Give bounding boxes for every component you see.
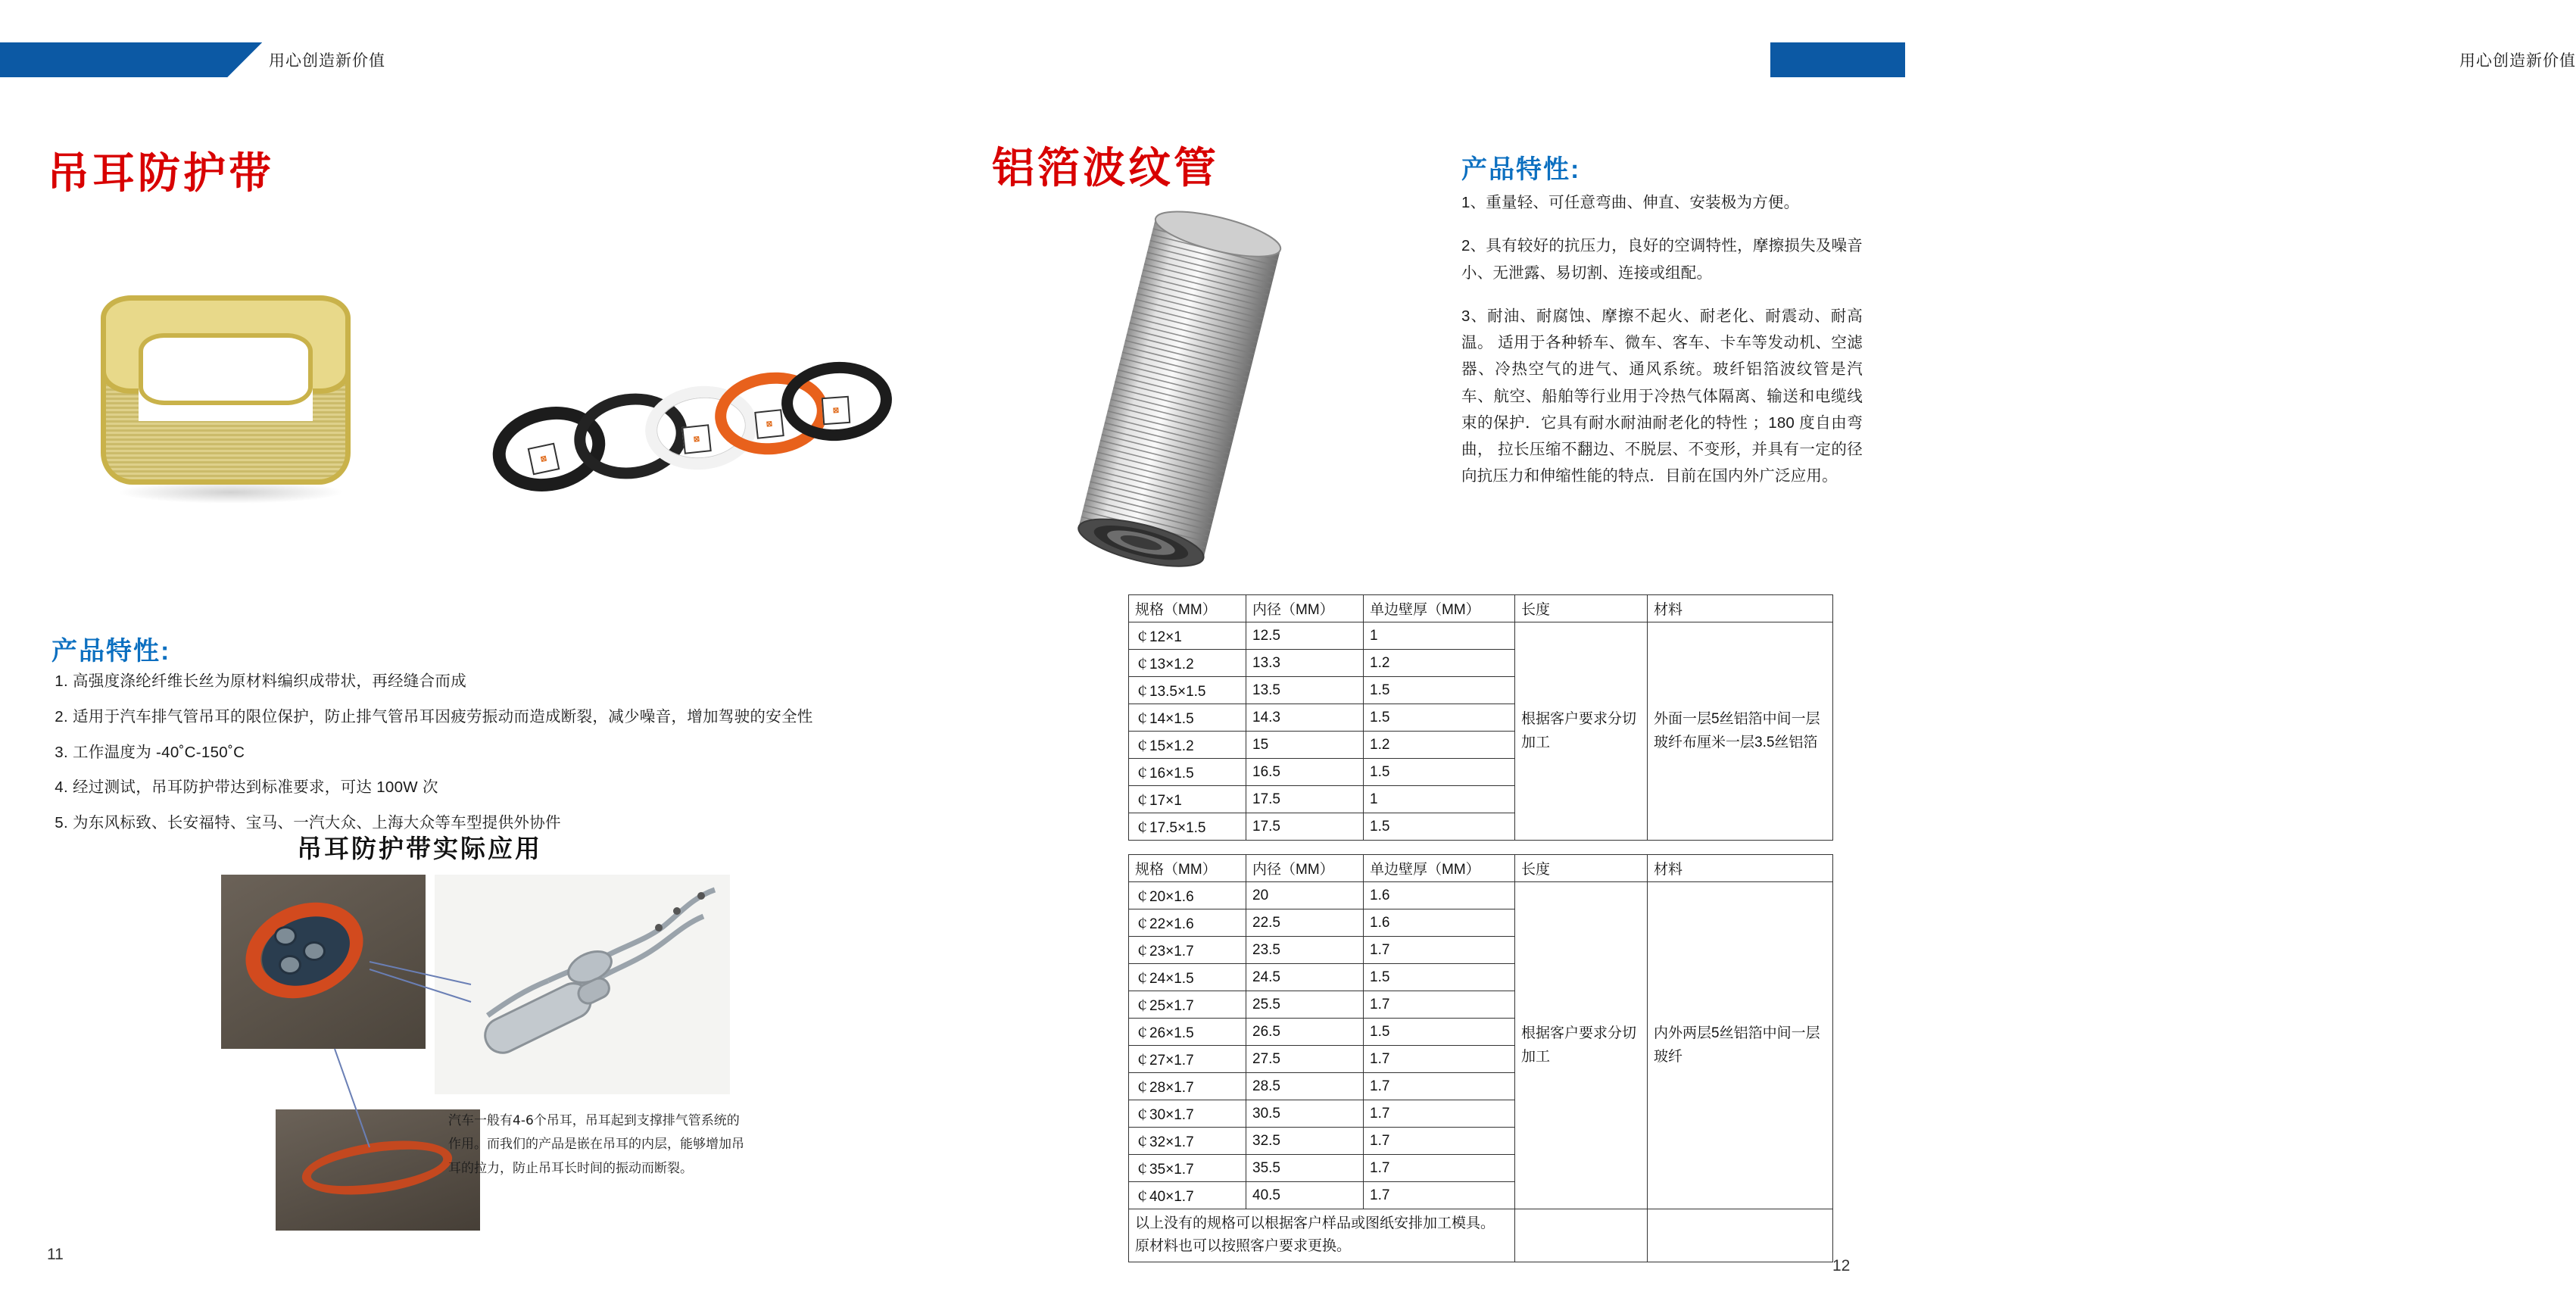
- cell-wall: 1.5: [1364, 677, 1515, 704]
- cell-spec: ￠16×1.5: [1129, 759, 1246, 786]
- cell-inner: 20: [1246, 882, 1364, 909]
- cell-inner: 17.5: [1246, 786, 1364, 813]
- cell-spec: ￠24×1.5: [1129, 964, 1246, 991]
- cell-spec: ￠23×1.7: [1129, 937, 1246, 964]
- right-page-title: 铝箔波纹管: [992, 144, 1219, 192]
- page-number-left: 11: [47, 1246, 64, 1263]
- cell-wall: 1.7: [1364, 1100, 1515, 1128]
- cell-wall: 1.5: [1364, 704, 1515, 732]
- cell-inner: 12.5: [1246, 622, 1364, 650]
- cell-material-note: 外面一层5丝铝箔中间一层玻纤布厘米一层3.5丝铝箔: [1648, 622, 1833, 841]
- header-left-bar: [0, 42, 227, 77]
- band-inner-ring: [139, 333, 313, 405]
- list-item: 5. 为东风标致、长安福特、宝马、一汽大众、上海大众等车型提供外协件: [73, 811, 918, 835]
- cell-inner: 25.5: [1246, 991, 1364, 1019]
- spec-table-1: [1128, 594, 1833, 841]
- table-row: [1129, 622, 1833, 650]
- list-item: 1. 高强度涤纶纤维长丝为原材料编织成带状，再经缝合而成: [73, 669, 918, 694]
- cell-inner: 17.5: [1246, 813, 1364, 841]
- cell-inner: 32.5: [1246, 1128, 1364, 1155]
- cell-wall: 1.5: [1364, 813, 1515, 841]
- th-material: 材料: [1648, 855, 1833, 882]
- cell-wall: 1.7: [1364, 1155, 1515, 1182]
- table-header-row: [1129, 855, 1833, 882]
- cell-spec: ￠13×1.2: [1129, 650, 1246, 677]
- right-feature-2: 2、具有较好的抗压力，良好的空调特性，摩擦损失及噪音小、无泄露、易切割、连接或组配。: [1461, 237, 1863, 282]
- header-right: [953, 42, 2576, 77]
- cell-inner: 22.5: [1246, 909, 1364, 937]
- cell-inner: 16.5: [1246, 759, 1364, 786]
- right-feature-1: 1、重量轻、可任意弯曲、伸直、安装极为方便。: [1461, 194, 1800, 211]
- cell-inner: 15: [1246, 732, 1364, 759]
- list-item: 4. 经过测试，吊耳防护带达到标准要求，可达 100W 次: [73, 775, 918, 800]
- strap-tag-1: ⊠: [528, 443, 560, 476]
- footer-blank-2: [1648, 1209, 1833, 1262]
- application-section: [221, 829, 781, 1231]
- header-left: [0, 42, 953, 77]
- header-right-label: 用心创造新价值: [2459, 52, 2576, 70]
- cell-spec: ￠17.5×1.5: [1129, 813, 1246, 841]
- cell-wall: 1.7: [1364, 937, 1515, 964]
- cell-wall: 1.5: [1364, 964, 1515, 991]
- hanger-hole-2: [303, 941, 326, 961]
- cell-inner: 24.5: [1246, 964, 1364, 991]
- application-title: 吊耳防护带实际应用: [297, 835, 542, 863]
- th-wall: 单边壁厚（MM）: [1364, 855, 1515, 882]
- cell-wall: 1.7: [1364, 991, 1515, 1019]
- hanger-hole-1: [274, 926, 297, 946]
- cell-inner: 35.5: [1246, 1155, 1364, 1182]
- table-header-row: [1129, 595, 1833, 622]
- left-features-title: 产品特性:: [51, 637, 171, 666]
- cell-inner: 27.5: [1246, 1046, 1364, 1073]
- cell-inner: 23.5: [1246, 937, 1364, 964]
- left-page-title: 吊耳防护带: [47, 149, 274, 197]
- hanger-hole-3: [279, 955, 301, 975]
- right-feature-3: 3、耐油、耐腐蚀、摩擦不起火、耐老化、耐震动、耐高温。 适用于各种轿车、微车、客车、卡车等发动机、空滤器、冷热空气的进气、通风系统。玻纤铝箔波纹管是汽车、航空、船舶等行业用于冷热气体隔离、输送和电缆线束的保护．它具有耐水耐油耐老化的特性 ；180 度自由弯曲， 拉长压缩不翻边、不脱层、不变形，并具有一定的径向抗压力和伸缩性能的特点．目前在国内外广泛应用。: [1461, 307, 1863, 485]
- photo-hanger-closeup: [221, 875, 426, 1049]
- strap-tag-2: ⊠: [681, 424, 712, 454]
- cell-length-note: 根据客户要求分切加工: [1515, 622, 1648, 841]
- th-inner-dia: 内径（MM）: [1246, 855, 1364, 882]
- cell-spec: ￠32×1.7: [1129, 1128, 1246, 1155]
- cell-spec: ￠26×1.5: [1129, 1019, 1246, 1046]
- strap-tag-4: ⊠: [822, 396, 850, 425]
- header-left-triangle: [227, 42, 262, 77]
- cell-wall: 1.5: [1364, 1019, 1515, 1046]
- cell-spec: ￠28×1.7: [1129, 1073, 1246, 1100]
- table-footer-note: 以上没有的规格可以根据客户样品或图纸安排加工模具。原材料也可以按照客户要求更换。: [1129, 1209, 1515, 1262]
- footer-blank-1: [1515, 1209, 1648, 1262]
- spec-table-2: [1128, 854, 1833, 1262]
- yellow-band-image: [95, 288, 363, 538]
- cell-inner: 40.5: [1246, 1182, 1364, 1209]
- strap-tag-3: ⊠: [754, 409, 784, 439]
- cell-wall: 1.7: [1364, 1046, 1515, 1073]
- cell-wall: 1: [1364, 786, 1515, 813]
- cell-wall: 1.5: [1364, 759, 1515, 786]
- protective-straps-image: [485, 356, 886, 545]
- cell-wall: 1.6: [1364, 909, 1515, 937]
- cell-spec: ￠20×1.6: [1129, 882, 1246, 909]
- cell-length-note: 根据客户要求分切加工: [1515, 882, 1648, 1209]
- cell-spec: ￠35×1.7: [1129, 1155, 1246, 1182]
- cell-inner: 13.5: [1246, 677, 1364, 704]
- cell-spec: ￠30×1.7: [1129, 1100, 1246, 1128]
- right-features-text: [1461, 189, 1863, 507]
- table-row: [1129, 882, 1833, 909]
- cell-spec: ￠22×1.6: [1129, 909, 1246, 937]
- cell-spec: ￠25×1.7: [1129, 991, 1246, 1019]
- page-number-right: 12: [1832, 1257, 1851, 1274]
- cell-inner: 13.3: [1246, 650, 1364, 677]
- list-item: 2. 适用于汽车排气管吊耳的限位保护，防止排气管吊耳因疲劳振动而造成断裂，减少噪音，增加驾驶的安全性: [73, 705, 918, 729]
- cell-material-note: 内外两层5丝铝箔中间一层玻纤: [1648, 882, 1833, 1209]
- cell-spec: ￠27×1.7: [1129, 1046, 1246, 1073]
- cell-spec: ￠17×1: [1129, 786, 1246, 813]
- cell-spec: ￠12×1: [1129, 622, 1246, 650]
- th-length: 长度: [1515, 595, 1648, 622]
- header-right-white: [953, 42, 1770, 77]
- th-wall: 单边壁厚（MM）: [1364, 595, 1515, 622]
- cell-spec: ￠15×1.2: [1129, 732, 1246, 759]
- th-length: 长度: [1515, 855, 1648, 882]
- exhaust-diagram: [435, 875, 730, 1094]
- cell-spec: ￠13.5×1.5: [1129, 677, 1246, 704]
- band-detail-ring: [298, 1132, 455, 1203]
- hose-illustration: [1037, 208, 1333, 587]
- header-right-blue: [1798, 42, 1905, 77]
- cell-wall: 1.2: [1364, 650, 1515, 677]
- photo-exhaust-system: [435, 875, 730, 1094]
- cell-spec: ￠14×1.5: [1129, 704, 1246, 732]
- cell-wall: 1.6: [1364, 882, 1515, 909]
- right-features-title: 产品特性:: [1461, 155, 1581, 184]
- cell-wall: 1: [1364, 622, 1515, 650]
- table-footer-row: [1129, 1209, 1833, 1262]
- th-inner-dia: 内径（MM）: [1246, 595, 1364, 622]
- th-spec: 规格（MM）: [1129, 595, 1246, 622]
- cell-wall: 1.7: [1364, 1073, 1515, 1100]
- th-spec: 规格（MM）: [1129, 855, 1246, 882]
- th-material: 材料: [1648, 595, 1833, 622]
- cell-spec: ￠40×1.7: [1129, 1182, 1246, 1209]
- list-item: 3. 工作温度为 -40˚C-150˚C: [73, 741, 918, 765]
- application-caption: 汽车一般有4-6个吊耳，吊耳起到支撑排气管系统的作用。而我们的产品是嵌在吊耳的内层，能够增加吊耳的拉力，防止吊耳长时间的振动而断裂。: [448, 1113, 744, 1176]
- cell-inner: 14.3: [1246, 704, 1364, 732]
- cell-wall: 1.2: [1364, 732, 1515, 759]
- header-left-label: 用心创造新价值: [269, 52, 385, 70]
- cell-inner: 30.5: [1246, 1100, 1364, 1128]
- aluminum-foil-hose-image: [1037, 208, 1333, 587]
- cell-wall: 1.7: [1364, 1182, 1515, 1209]
- cell-inner: 28.5: [1246, 1073, 1364, 1100]
- cell-wall: 1.7: [1364, 1128, 1515, 1155]
- cell-inner: 26.5: [1246, 1019, 1364, 1046]
- left-features-list: [47, 669, 918, 847]
